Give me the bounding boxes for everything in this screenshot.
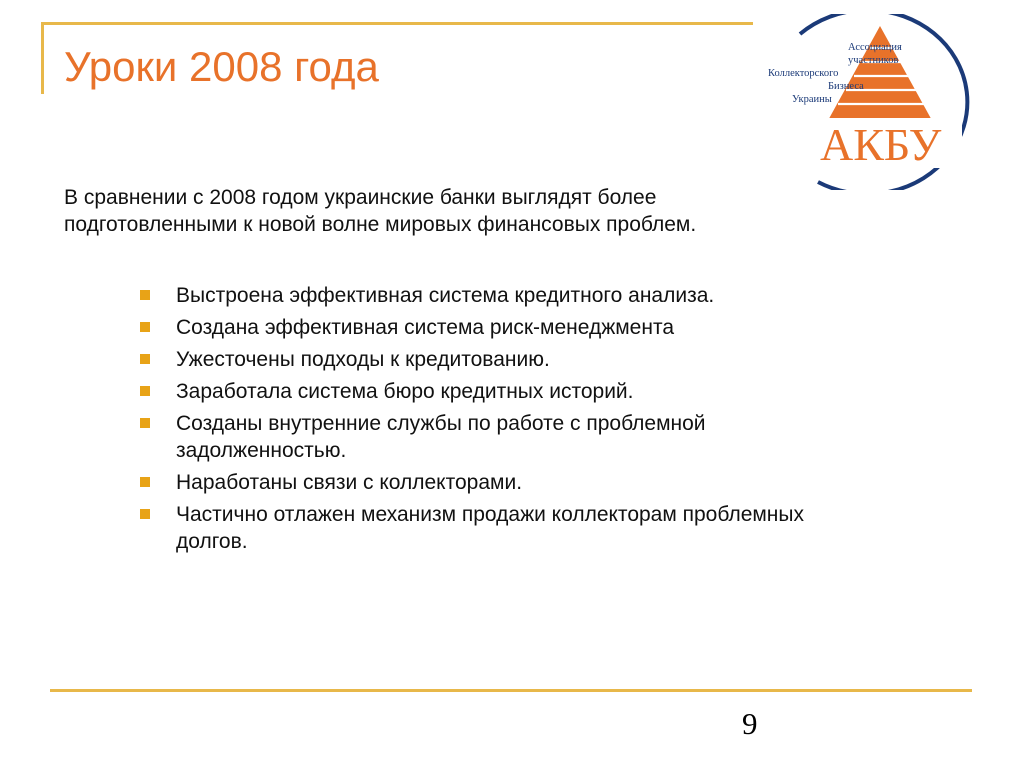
akbu-logo	[762, 14, 974, 190]
bullet-list	[138, 282, 958, 560]
bullet-item	[138, 469, 958, 496]
bullet-text: Ужесточены подходы к кредитованию.	[176, 348, 550, 371]
bullet-item	[138, 410, 958, 464]
left-frame-rule	[41, 22, 44, 94]
square-bullet-icon	[140, 290, 150, 300]
bullet-text: Наработаны связи с коллекторами.	[176, 471, 523, 494]
bullet-text: Частично отлажен механизм продажи коллекторам проблемных	[176, 503, 805, 526]
bullet-text: Заработала система бюро кредитных историй.	[176, 380, 634, 403]
bullet-text: задолженностью.	[176, 439, 347, 462]
logo-acronym: АКБУ	[820, 119, 942, 170]
bullet-text: Создана эффективная система риск-менеджмента	[176, 316, 675, 339]
bullet-text: Выстроена эффективная система кредитного анализа.	[176, 284, 715, 307]
square-bullet-icon	[140, 354, 150, 364]
bullet-item	[138, 314, 958, 341]
logo-line-5: Украины	[792, 94, 832, 105]
square-bullet-icon	[140, 322, 150, 332]
bullet-item	[138, 346, 958, 373]
bottom-frame-rule	[50, 689, 972, 692]
intro-line: В сравнении с 2008 годом украинские банки выглядят более	[64, 186, 657, 209]
intro-line: подготовленными к новой волне мировых финансовых проблем.	[64, 213, 697, 236]
logo-line-1: Ассоциация	[848, 42, 902, 53]
logo-line-2: участников	[848, 55, 899, 66]
bullet-item	[138, 282, 958, 309]
square-bullet-icon	[140, 418, 150, 428]
bullet-item	[138, 501, 958, 555]
square-bullet-icon	[140, 509, 150, 519]
slide-title: Уроки 2008 года	[64, 43, 379, 90]
top-frame-rule	[41, 22, 753, 25]
square-bullet-icon	[140, 477, 150, 487]
bullet-text: Созданы внутренние службы по работе с проблемной	[176, 412, 706, 435]
intro-paragraph	[64, 184, 864, 238]
bullet-text: долгов.	[176, 530, 248, 553]
logo-line-3: Коллекторского	[768, 68, 839, 79]
page-number: 9	[742, 706, 758, 741]
bullet-item	[138, 378, 958, 405]
logo-line-4: Бизнеса	[828, 81, 864, 92]
square-bullet-icon	[140, 386, 150, 396]
